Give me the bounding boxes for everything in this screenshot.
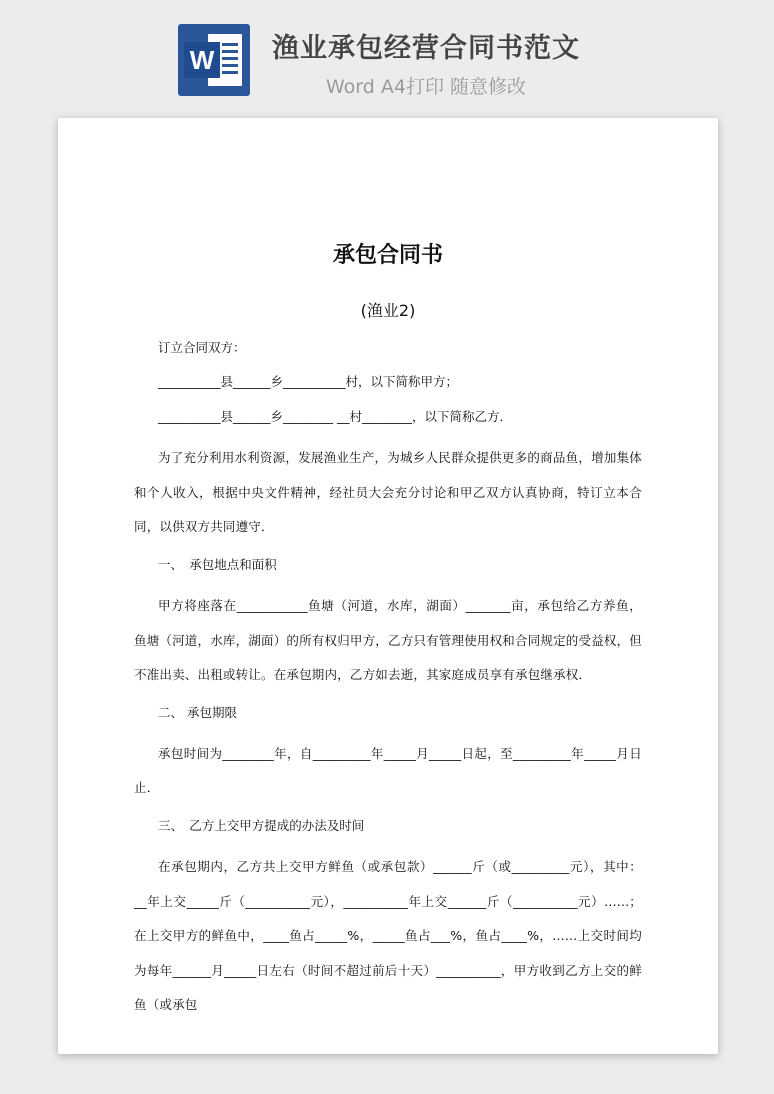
word-icon [178,24,250,96]
document-title: 承包合同书 [332,243,443,268]
page-header [0,0,774,110]
document-page [58,118,718,1054]
paragraph-parties: 订立合同双方： [158,340,246,355]
page-subtitle: Word A4打印 随意修改 [326,76,527,98]
paragraph-section-3: 在承包期内，乙方共上交甲方鲜鱼（或承包款）______斤（或_________元），其中：__年上交_____斤（__________元），__________年上交______斤（__________元）......；在上交甲方的鲜鱼中，____鱼占_____%，_____鱼占___%，鱼占____%，......上交时间均为每年______月_____日左右（时间不超过前后十天）__________，甲方收到乙方上交的鲜鱼（或承包 [134,859,642,1013]
section-heading-3: 三、 乙方上交甲方提成的办法及时间 [158,817,365,833]
paragraph-preamble: 为了充分利用水利资源，发展渔业生产，为城乡人民群众提供更多的商品鱼，增加集体和个人收入，根据中央文件精神，经社员大会充分讨论和甲乙双方认真协商，特订立本合同，以供双方共同遵守． [134,450,642,535]
paragraph-section-2: 承包时间为________年，自_________年_____月_____日起，至_________年_____月日止． [134,745,642,796]
paragraph-party-a: __________县______乡__________村，以下简称甲方； [158,374,459,390]
word-badge: W [184,42,220,78]
section-heading-2: 二、 承包期限 [158,704,237,720]
paragraph-section-1: 甲方将座落在___________鱼塘（河道，水库，湖面）_______亩，承包给乙方养鱼，鱼塘（河道，水库，湖面）的所有权归甲方，乙方只有管理使用权和合同规定的受益权，但不准出卖、出租或转让。在承包期内，乙方如去逝，其家庭成员享有承包继承权． [134,598,643,683]
paragraph-party-b: __________县______乡________ __村________，以下简称乙方． [158,408,512,424]
page-title: 渔业承包经营合同书范文 [272,33,580,64]
document-subtitle: (渔业2) [360,301,416,320]
document-body [134,338,642,1023]
section-heading-1: 一、 承包地点和面积 [158,556,277,572]
